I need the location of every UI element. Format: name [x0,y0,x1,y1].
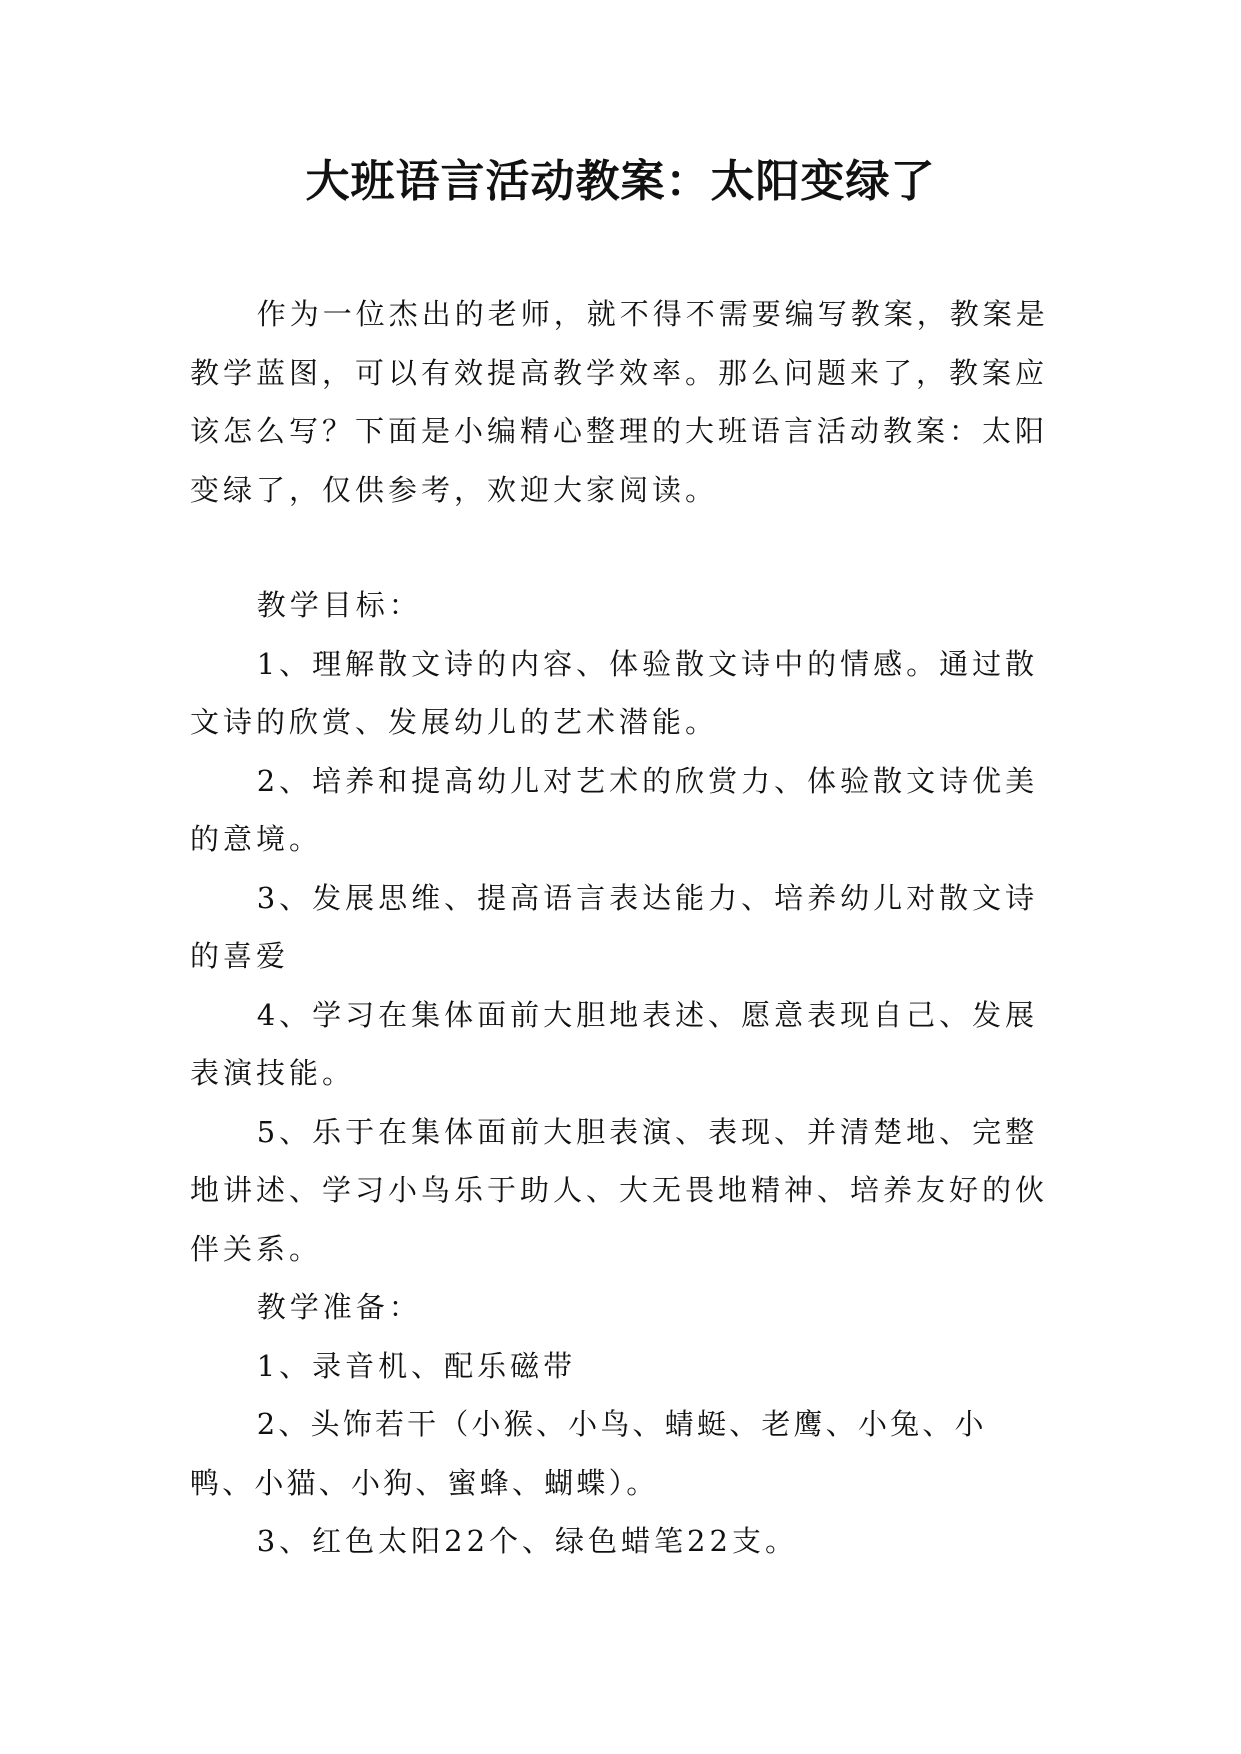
content-section [190,576,1050,1571]
goals-heading: 教学目标： [256,588,422,622]
prep-heading: 教学准备： [256,1290,422,1324]
intro-section [190,285,1050,519]
prep-item-2: 2、头饰若干（小猴、小鸟、蜻蜓、老鹰、小兔、小鸭、小猫、小狗、蜜蜂、蝴蝶）。 [190,1407,987,1500]
goal-item-3: 3、发展思维、提高语言表达能力、培养幼儿对散文诗的喜爱 [190,880,1039,973]
prep-item-3: 3、红色太阳22个、绿色蜡笔22支。 [256,1524,798,1558]
document-title: 大班语言活动教案：太阳变绿了 [305,156,936,207]
goal-item-4: 4、学习在集体面前大胆地表述、愿意表现自己、发展表演技能。 [190,997,1039,1090]
prep-item-1: 1、录音机、配乐磁带 [256,1348,577,1383]
goal-item-2: 2、培养和提高幼儿对艺术的欣赏力、体验散文诗优美的意境。 [190,763,1039,856]
intro-paragraph: 作为一位杰出的老师，就不得不需要编写教案，教案是教学蓝图，可以有效提高教学效率。那么问题来了，教案应该怎么写？下面是小编精心整理的大班语言活动教案：太阳变绿了，仅供参考，欢迎大家阅读。 [190,297,1049,507]
goal-item-5: 5、乐于在集体面前大胆表演、表现、并清楚地、完整地讲述、学习小鸟乐于助人、大无畏地精神、培养友好的伙伴关系。 [190,1114,1049,1266]
goal-item-1: 1、理解散文诗的内容、体验散文诗中的情感。通过散文诗的欣赏、发展幼儿的艺术潜能。 [190,646,1039,739]
